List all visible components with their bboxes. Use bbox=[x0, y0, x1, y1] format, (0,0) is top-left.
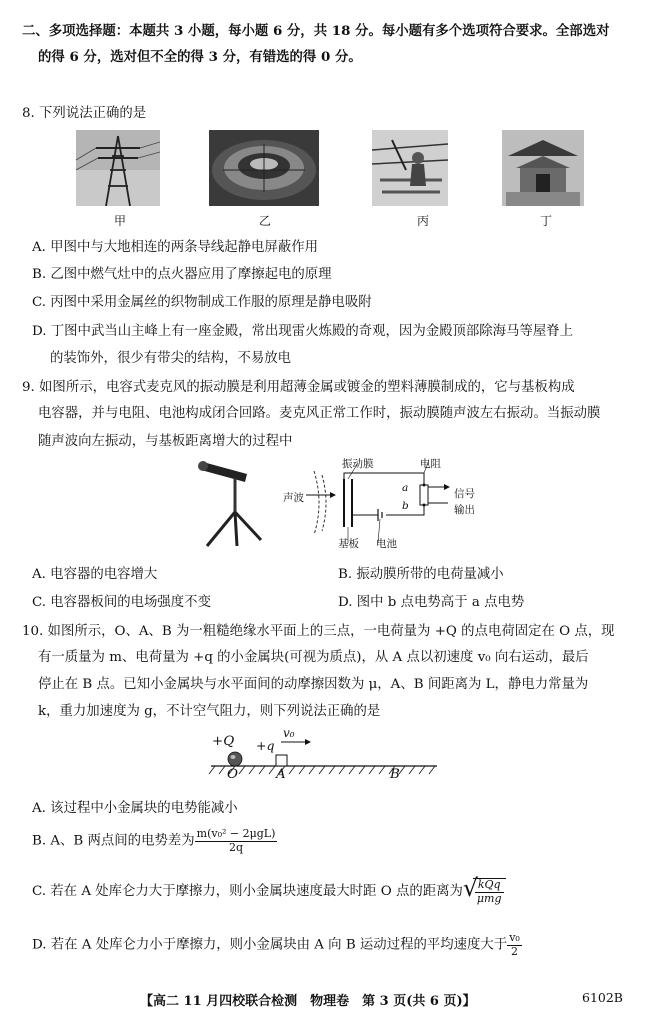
section-header-line2: 的得 6 分，选对但不全的得 3 分，有错选的得 0 分。 bbox=[38, 49, 362, 65]
q8-option-b: B. 乙图中燃气灶中的点火器应用了摩擦起电的原理 bbox=[32, 267, 332, 282]
section-header-line1: 二、多项选择题：本题共 3 小题，每小题 6 分，共 18 分。每小题有多个选项符合要求。全部选对 bbox=[22, 23, 610, 39]
q10-stem-line3: 停止在 B 点。已知小金属块与水平面间的动摩擦因数为 μ，A、B 间距离为 L，静电力常量为 bbox=[38, 677, 589, 692]
q10-stem-line2: 有一质量为 m、电荷量为 +q 的小金属块(可视为质点)，从 A 点以初速度 v₀ 向右运动，最后 bbox=[38, 650, 589, 665]
q9-option-d: D. 图中 b 点电势高于 a 点电势 bbox=[338, 595, 525, 610]
q9-option-a: A. 电容器的电容增大 bbox=[32, 567, 158, 582]
q9-option-b: B. 振动膜所带的电荷量减小 bbox=[338, 567, 504, 582]
q10-option-b-text: B. A、B 两点间的电势差为 bbox=[32, 833, 195, 849]
q10-option-c-text: C. 若在 A 处库仑力大于摩擦力，则小金属块速度最大时距 O 点的距离为 bbox=[32, 884, 463, 900]
q9-stem-line2: 电容器，并与电阻、电池构成闭合回路。麦克风正常工作时，振动膜随声波左右振动。当振动膜 bbox=[38, 406, 601, 421]
q9-option-c: C. 电容器板间的电场强度不变 bbox=[32, 595, 211, 610]
caption-ding: 丁 bbox=[540, 214, 553, 228]
label-membrane: 振动膜 bbox=[342, 458, 374, 470]
photo-bing-worker bbox=[372, 130, 448, 206]
label-point-a: a bbox=[402, 482, 409, 494]
caption-yi: 乙 bbox=[259, 214, 272, 228]
q9-stem-line1: 9. 如图所示，电容式麦克风的振动膜是利用超薄金属或镀金的塑料薄膜制成的，它与基板构成 bbox=[22, 380, 575, 395]
q10-option-b-fraction bbox=[195, 828, 278, 854]
label-battery: 电池 bbox=[376, 538, 397, 550]
q10-diagram bbox=[205, 728, 445, 788]
q10-option-d-fraction bbox=[507, 932, 522, 958]
label-sound-wave: 声波 bbox=[283, 492, 304, 504]
label-charge-Q: +Q bbox=[212, 734, 235, 749]
photo-yi-burner bbox=[209, 130, 319, 206]
photo-ding-golden-hall bbox=[502, 130, 584, 206]
q8-stem: 8. 下列说法正确的是 bbox=[22, 106, 147, 121]
q10-option-b-numerator: m(v₀² − 2μgL) bbox=[196, 827, 276, 840]
q8-option-d-line1: D. 丁图中武当山主峰上有一座金殿，常出现雷火炼殿的奇观，因为金殿顶部除海马等屋脊上 bbox=[32, 324, 574, 339]
q10-option-c-numerator: kQq bbox=[475, 879, 504, 893]
q10-stem-line1: 10. 如图所示，O、A、B 为一粗糙绝缘水平面上的三点，一电荷量为 +Q 的点电荷固定在 O 点，现 bbox=[22, 624, 615, 639]
q10-option-c-denominator: μmg bbox=[476, 891, 502, 905]
q8-option-a: A. 甲图中与大地相连的两条导线起静电屏蔽作用 bbox=[32, 240, 318, 255]
caption-bing: 丙 bbox=[417, 214, 430, 228]
q10-option-a: A. 该过程中小金属块的电势能减小 bbox=[32, 801, 238, 816]
microphone-illustration bbox=[195, 456, 273, 548]
label-resistor: 电阻 bbox=[420, 458, 441, 470]
label-point-b: b bbox=[402, 500, 409, 512]
q10-option-c-sqrt bbox=[462, 874, 506, 905]
photo-jia-tower bbox=[76, 130, 160, 206]
paper-code: 6102B bbox=[582, 990, 623, 1005]
caption-jia: 甲 bbox=[114, 214, 127, 228]
label-signal-1: 信号 bbox=[454, 488, 475, 500]
q8-option-c: C. 丙图中采用金属丝的织物制成工作服的原理是静电吸附 bbox=[32, 295, 372, 310]
q10-option-c-fraction bbox=[475, 879, 504, 905]
q9-stem-line3: 随声波向左振动，与基板距离增大的过程中 bbox=[38, 434, 293, 449]
q8-option-d-line2: 的装饰外，很少有带尖的结构，不易放电 bbox=[50, 351, 292, 366]
q10-option-d bbox=[32, 932, 522, 958]
label-v0: v₀ bbox=[283, 726, 295, 740]
q10-option-c bbox=[32, 874, 506, 905]
q10-stem-line4: k，重力加速度为 g，不计空气阻力，则下列说法正确的是 bbox=[38, 704, 381, 719]
label-signal-2: 输出 bbox=[454, 504, 475, 516]
q10-option-d-denominator: 2 bbox=[511, 944, 519, 958]
q10-option-d-text: D. 若在 A 处库仑力小于摩擦力，则小金属块由 A 向 B 运动过程的平均速度大于 bbox=[32, 937, 508, 953]
q10-option-b-denominator: 2q bbox=[229, 840, 244, 854]
label-point-A: A bbox=[276, 767, 286, 782]
page-footer: 【高二 11 月四校联合检测 物理卷 第 3 页(共 6 页)】 bbox=[140, 994, 476, 1009]
label-point-B: B bbox=[390, 767, 400, 782]
sqrt-radical-icon: √ bbox=[462, 874, 479, 902]
q10-option-d-numerator: v₀ bbox=[509, 931, 520, 944]
label-base-plate: 基板 bbox=[338, 538, 359, 550]
label-charge-q: +q bbox=[256, 738, 275, 753]
label-point-O: O bbox=[227, 767, 238, 782]
q10-option-b bbox=[32, 828, 277, 854]
